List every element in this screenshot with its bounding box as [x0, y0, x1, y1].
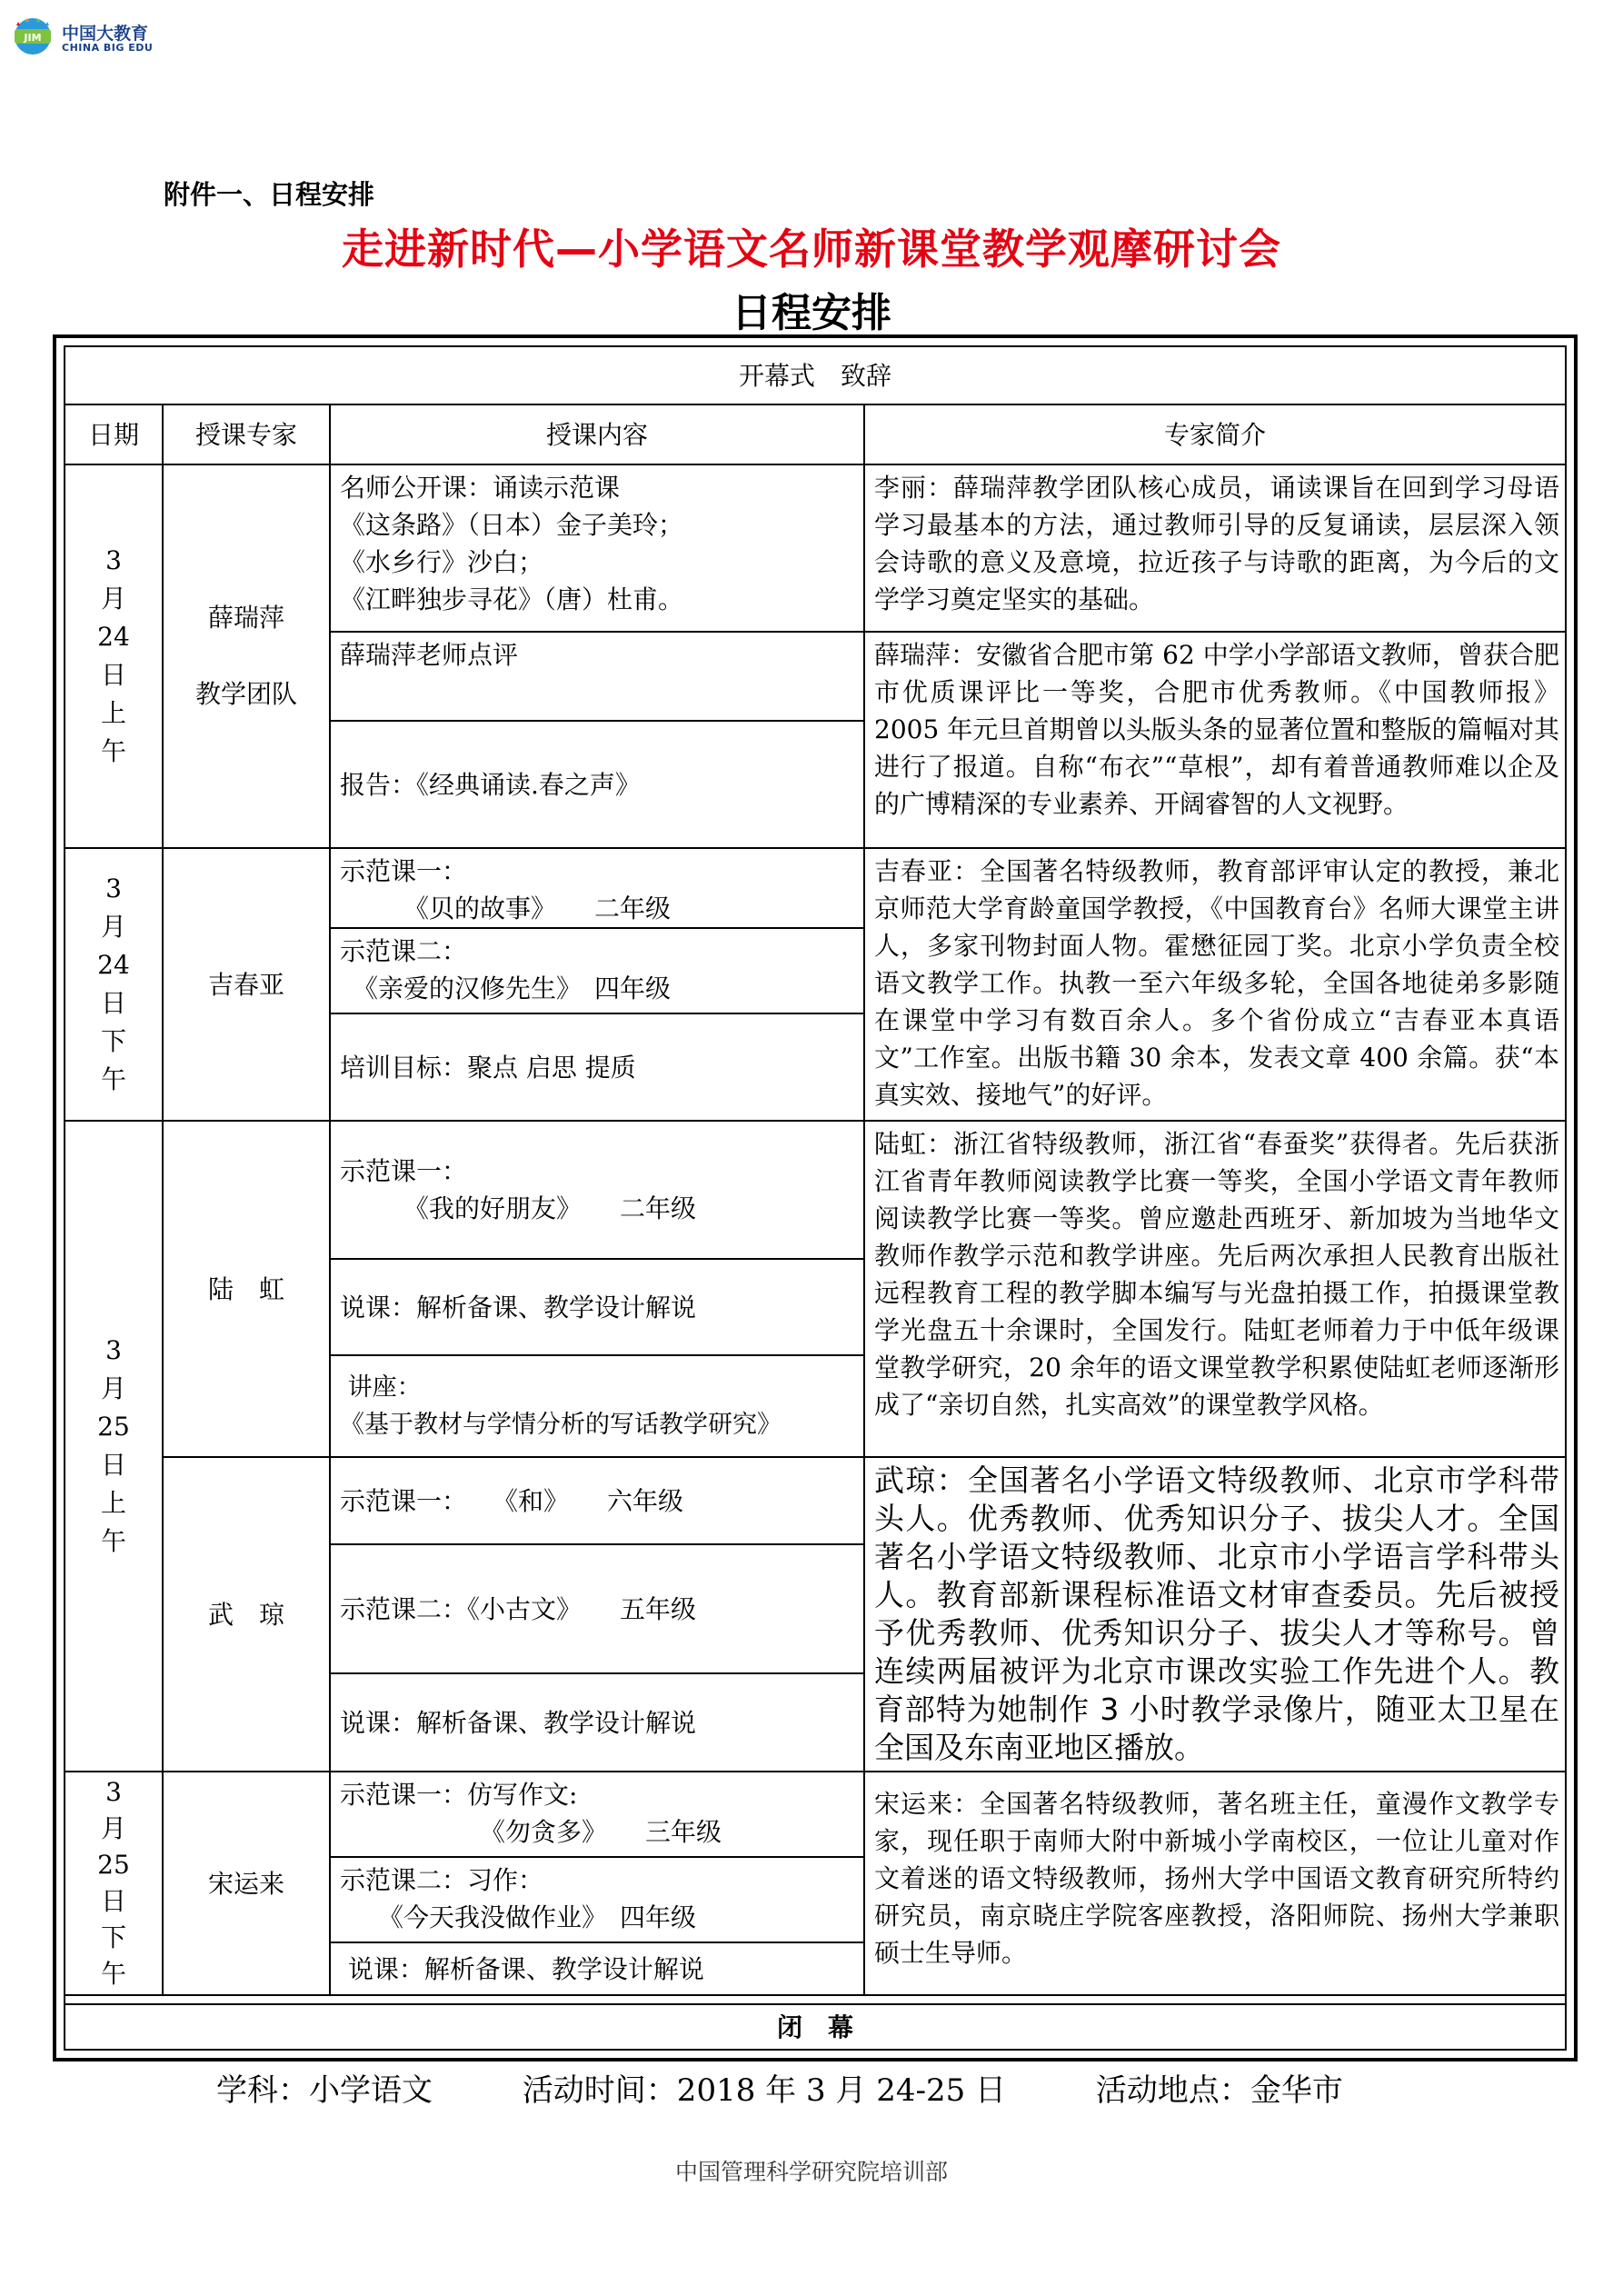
logo [9, 7, 164, 58]
document-title: 走进新时代—小学语文名师新课堂教学观摩研讨会 [342, 225, 1281, 274]
content-cell: 讲座： 《基于教材与学情分析的写话教学研究》 [340, 1373, 782, 1439]
content-cell: 培训目标：聚点 启思 提质 [340, 1052, 636, 1083]
closing-cell: 闭 幕 [776, 2011, 853, 2042]
attachment-label: 附件一、日程安排 [164, 179, 375, 210]
content-cell: 说课：解析备课、教学设计解说 [340, 1292, 697, 1323]
header-content: 授课内容 [545, 419, 648, 450]
svg-text:JIM: JIM [24, 32, 42, 44]
content-cell: 示范课二： 《亲爱的汉修先生》 四年级 [340, 936, 672, 1003]
content-cell: 报告：《经典诵读.春之声》 [340, 769, 641, 800]
expert-cell: 宋运来 [207, 1868, 284, 1899]
expert-cell: 陆 虹 [207, 1273, 284, 1304]
date-cell: 3 月 25 日 上 午 [97, 1335, 130, 1556]
event-place-text: 活动地点：金华市 [1095, 2072, 1343, 2109]
content-cell: 说课：解析备课、教学设计解说 [340, 1707, 697, 1738]
content-cell: 示范课一： 《我的好朋友》 二年级 [340, 1156, 697, 1223]
bio-cell: 陆虹：浙江省特级教师，浙江省“春蚕奖”获得者。先后获浙江省青年教师阅读教学比赛一等奖，全国小学语文青年教师阅读教学比赛一等奖。曾应邀赴西班牙、新加坡为当地华文教师作教学示范和教学讲座。先后两次承担人民教育出版社远程教育工程的教学脚本编写与光盘拍摄工作，拍摄课堂教学光盘五十余课时，全国发行。陆虹老师着力于中低年级课堂教学研究，20 余年的语文课堂教学积累使陆虹老师逐渐形成了“亲切自然，扎实高效”的课堂教学风格。 [874, 1129, 1559, 1420]
header-date: 日期 [87, 419, 139, 450]
expert-cell: 薛瑞萍 教学团队 [194, 603, 297, 709]
table-inner-border [64, 2049, 1567, 2051]
header-expert: 授课专家 [194, 419, 297, 450]
content-cell: 示范课二：《小古文》 五年级 [340, 1593, 697, 1624]
opening-cell: 开幕式 致辞 [738, 360, 891, 391]
header-bio: 专家简介 [1163, 419, 1266, 450]
content-cell: 示范课一：仿写作文: 《勿贪多》 三年级 [340, 1780, 722, 1847]
logo-text-en: CHINA BIG EDU [62, 42, 154, 54]
bio-cell: 薛瑞萍：安徽省合肥市第 62 中学小学部语文教师，曾获合肥市优质课评比一等奖，合肥市优秀教师。《中国教师报》2005 年元旦首期曾以头版头条的显著位置和整版的篇幅对其进行了报道。自称“布衣”“草根”，却有着普通教师难以企及的广博精深的专业素养、开阔睿智的人文视野。 [874, 640, 1559, 819]
event-time-text: 活动时间：2018 年 3 月 24-25 日 [522, 2072, 1007, 2109]
content-cell: 示范课一： 《贝的故事》 二年级 [340, 856, 672, 923]
row-divider [64, 1994, 1567, 1996]
content-cell: 示范课二：习作： 《今天我没做作业》 四年级 [340, 1865, 697, 1932]
content-cell: 说课：解析备课、教学设计解说 [340, 1953, 704, 1984]
content-cell: 名师公开课：诵读示范课 《这条路》（日本）金子美玲； 《水乡行》沙白； 《江畔独步寻花》（唐）杜甫。 [340, 473, 684, 614]
expert-cell: 武 琼 [207, 1599, 284, 1630]
organizer-text: 中国管理科学研究院培训部 [674, 2159, 948, 2185]
date-cell: 3 月 24 日 上 午 [97, 545, 130, 766]
expert-cell: 吉春亚 [207, 969, 284, 1000]
event-info [216, 2065, 1343, 2110]
date-cell: 3 月 24 日 下 午 [97, 873, 130, 1094]
date-cell: 3 月 25 日 下 午 [97, 1777, 130, 1989]
bio-cell: 吉春亚：全国著名特级教师，教育部评审认定的教授，兼北京师范大学育龄童国学教授，《中国教育台》名师大课堂主讲人，多家刊物封面人物。霍懋征园丁奖。北京小学负责全校语文教学工作。执教一至六年级多轮，全国各地徒弟多影随在课堂中学习有数百余人。多个省份成立“吉春亚本真语文”工作室。出版书籍 30 余本，发表文章 400 余篇。获“本真实效、接地气”的好评。 [874, 856, 1559, 1110]
subject-text: 学科：小学语文 [216, 2072, 433, 2109]
bio-cell: 李丽：薛瑞萍教学团队核心成员，诵读课旨在回到学习母语学习最基本的方法，通过教师引导的反复诵读，层层深入领会诗歌的意义及意境，拉近孩子与诗歌的距离，为今后的文学学习奠定坚实的基础。 [874, 473, 1559, 614]
document-subtitle: 日程安排 [732, 290, 891, 336]
bio-cell: 宋运来：全国著名特级教师，著名班主任，童漫作文教学专家，现任职于南师大附中新城小学南校区，一位让儿童对作文着迷的语文特级教师，扬州大学中国语文教育研究所特约研究员，南京晓庄学院客座教授，洛阳师院、扬州大学兼职硕士生导师。 [874, 1789, 1559, 1968]
schedule-table [53, 334, 1578, 2061]
content-cell: 示范课一： 《和》 六年级 [340, 1485, 684, 1516]
content-cell: 薛瑞萍老师点评 [340, 640, 519, 670]
china-big-edu-logo-icon [9, 16, 56, 56]
bio-cell: 武琼：全国著名小学语文特级教师、北京市学科带头人。优秀教师、优秀知识分子、拔尖人才。全国著名小学语文特级教师、北京市小学语言学科带头人。教育部新课程标准语文材审查委员。先后被授予优秀教师、优秀知识分子、拔尖人才等称号。曾连续两届被评为北京市课改实验工作先进个人。教育部特为她制作 3 小时教学录像片，随亚太卫星在全国及东南亚地区播放。 [874, 1462, 1559, 1765]
table-inner-border [1565, 345, 1567, 2051]
logo-text-cn: 中国大教育 [62, 24, 149, 44]
